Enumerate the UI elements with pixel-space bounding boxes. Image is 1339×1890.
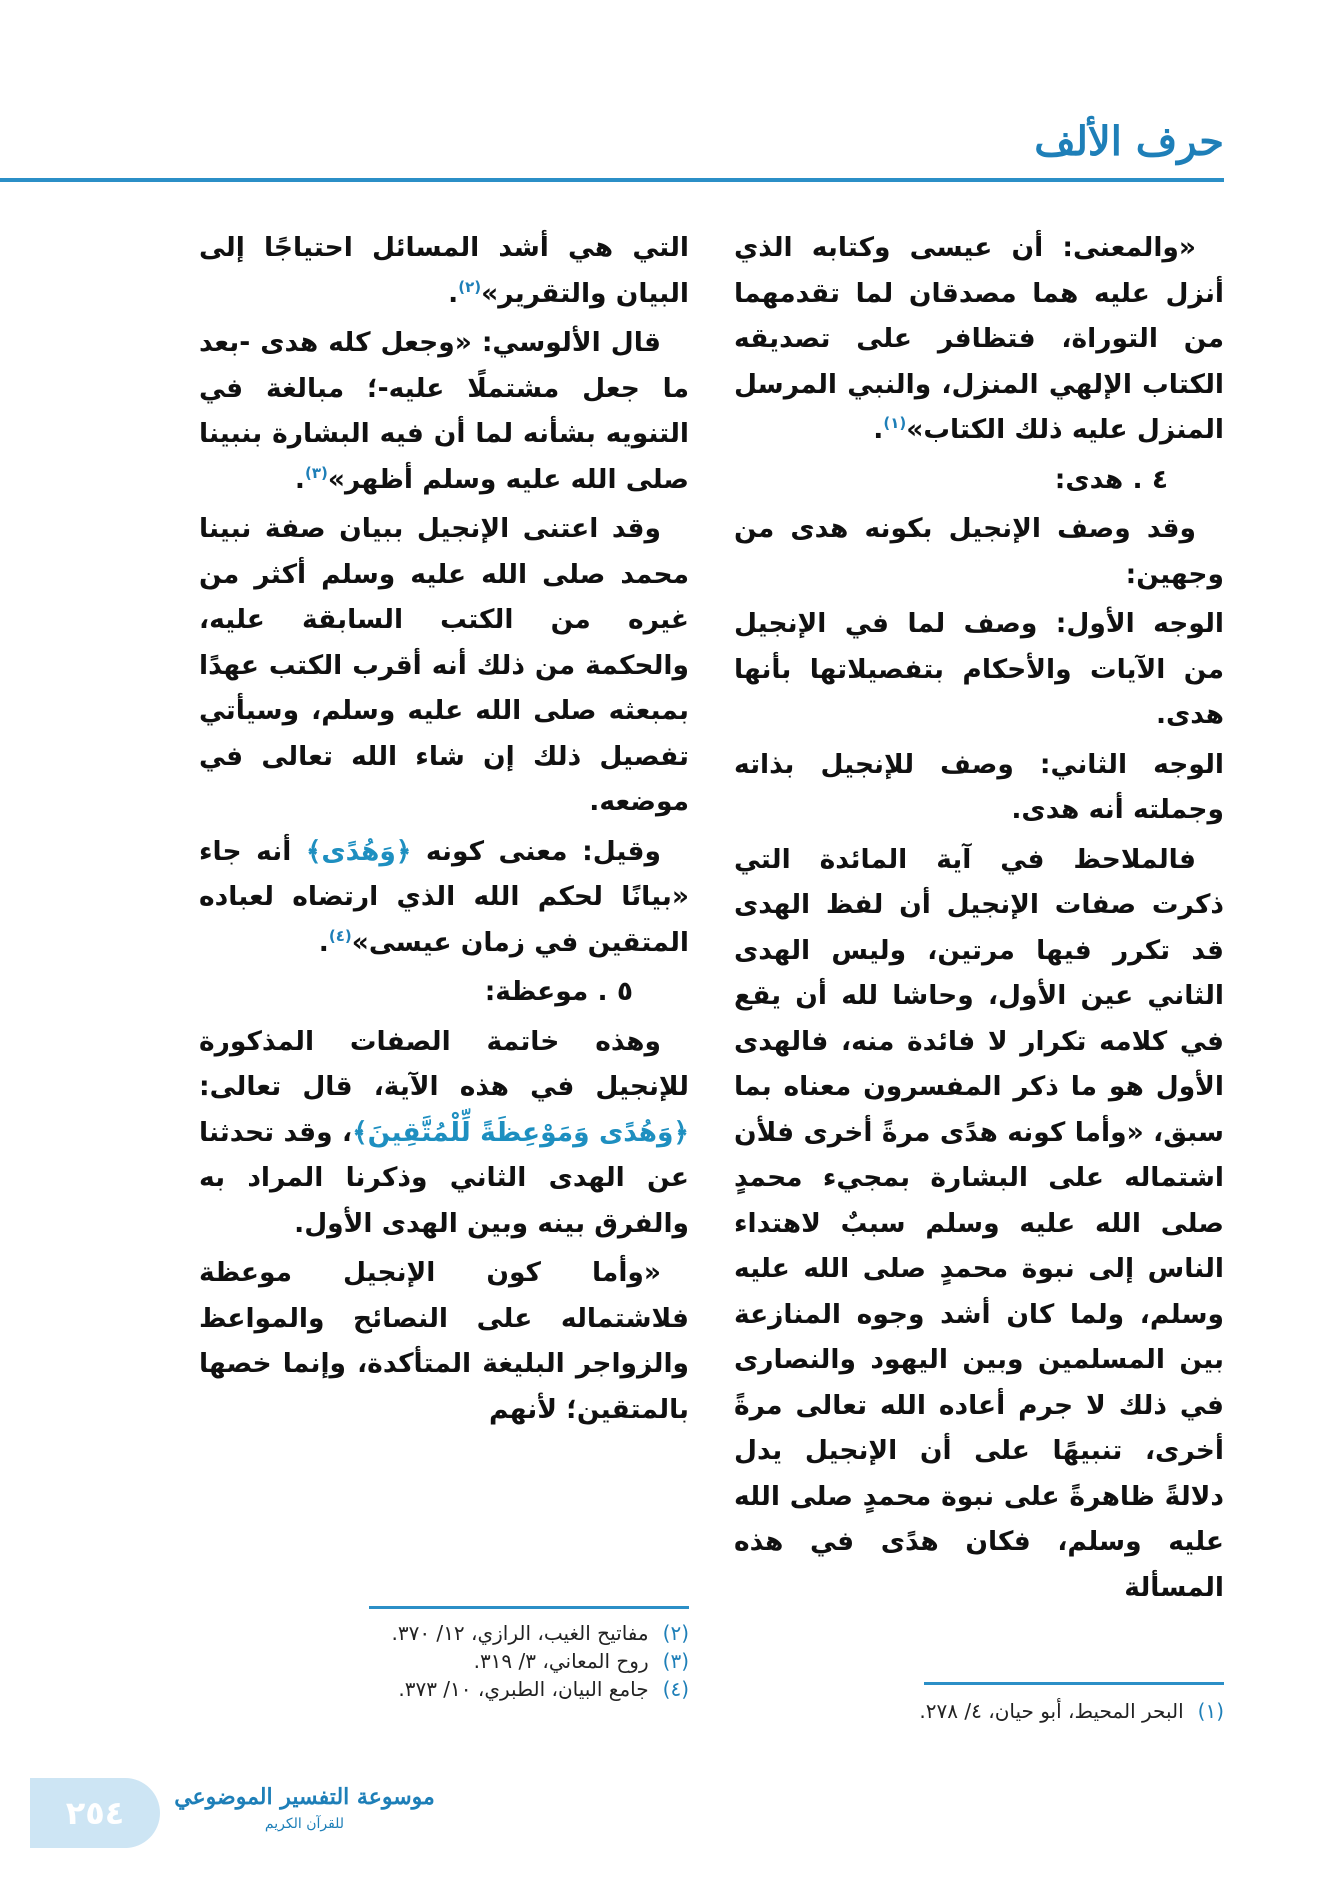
paragraph — [734, 742, 1224, 833]
footnote-divider-left — [369, 1606, 689, 1609]
left-text-column — [199, 225, 689, 1436]
paragraph — [734, 457, 1224, 503]
page-number-badge: ٢٥٤ — [30, 1778, 160, 1848]
paragraph-text: ، وقد تحدثنا عن الهدى الثاني وذكرنا المراد به والفرق بينه وبين الهدى الأول. — [199, 1116, 689, 1239]
paragraph-end-punctuation: . — [873, 414, 884, 445]
paragraph-lead-text: وقيل: معنى كونه — [411, 835, 662, 867]
footnote-number: (٤) — [662, 1677, 689, 1701]
footnote-reference[interactable]: (٣) — [304, 463, 328, 482]
footnote-number: (١) — [1197, 1699, 1224, 1723]
paragraph — [734, 837, 1224, 1611]
paragraph — [199, 829, 689, 966]
footnote-text: مفاتيح الغيب، الرازي، ١٢/ ٣٧٠. — [391, 1621, 649, 1645]
footnote-divider-right — [924, 1682, 1224, 1685]
paragraph — [199, 225, 689, 316]
paragraph-end-punctuation: . — [448, 277, 459, 309]
paragraph-text: «والمعنى: أن عيسى وكتابه الذي أنزل عليه هما مصدقان لما تقدمهما من التوراة، فتظافر على تصديقه الكتاب الإلهي المنزل، والنبي المرسل المنزل عليه ذلك الكتاب» — [734, 232, 1224, 445]
footnote-number: (٢) — [662, 1621, 689, 1645]
footnote-left-3 — [398, 1676, 689, 1702]
footnote-reference[interactable]: (٤) — [328, 926, 352, 945]
footnote-text: البحر المحيط، أبو حيان، ٤/ ٢٧٨. — [919, 1699, 1184, 1723]
paragraph-lead-text: وهذه خاتمة الصفات المذكورة للإنجيل في هذه الآية، قال تعالى: — [199, 1025, 689, 1102]
footnote-text: جامع البيان، الطبري، ١٠/ ٣٧٣. — [398, 1677, 649, 1701]
paragraph-text: الوجه الأول: وصف لما في الإنجيل من الآيات والأحكام بتفصيلاتها بأنها هدى. — [734, 608, 1224, 730]
paragraph — [199, 969, 689, 1015]
footnote-number: (٣) — [662, 1649, 689, 1673]
footnote-reference[interactable]: (١) — [883, 414, 907, 433]
paragraph-text: «وأما كون الإنجيل موعظة فلاشتماله على النصائح والمواعظ والزواجر البليغة المتأكدة، وإنما خصها بالمتقين؛ لأنهم — [199, 1257, 689, 1425]
paragraph-text: ٤ . هدى: — [1054, 463, 1168, 495]
paragraph-text: فالملاحظ في آية المائدة التي ذكرت صفات الإنجيل أن لفظ الهدى قد تكرر فيها مرتين، وليس الهدى الثاني عين الأول، وحاشا لله أن يقع في كلامه تكرار لا فائدة منه، فالهدى الأول هو ما ذكر المفسرون معناه بما سبق، «وأما كونه هدًى مرةً أخرى فلأن اشتماله على البشارة بمجيء محمدٍ صلى الله عليه وسلم سببٌ لاهتداء الناس إلى نبوة محمدٍ صلى الله عليه وسلم، ولما كان أشد وجوه المنازعة بين المسلمين وبين اليهود والنصارى في ذلك لا جرم أعاده الله تعالى مرةً أخرى، تنبيهًا على أن الإنجيل يدل دلالةً ظاهرةً على نبوة محمدٍ صلى الله عليه وسلم، فكان هدًى في هذه المسألة — [734, 843, 1224, 1603]
encyclopedia-logo — [172, 1780, 437, 1850]
footnote-left-1 — [391, 1620, 689, 1646]
paragraph — [199, 1019, 689, 1247]
paragraph — [734, 506, 1224, 597]
paragraph — [734, 225, 1224, 453]
paragraph-text: وقد وصف الإنجيل بكونه هدى من وجهين: — [734, 513, 1224, 590]
paragraph — [734, 601, 1224, 738]
page-header-title: حرف الألف — [1034, 118, 1224, 165]
right-text-column — [734, 225, 1224, 1614]
quran-verse: ﴿وَهُدًى وَمَوْعِظَةً لِّلْمُتَّقِينَ﴾ — [352, 1116, 689, 1148]
footnote-left-2 — [474, 1648, 689, 1674]
paragraph-end-punctuation: . — [318, 926, 329, 958]
footnote-reference[interactable]: (٢) — [458, 277, 482, 296]
paragraph-text: الوجه الثاني: وصف للإنجيل بذاته وجملته أنه هدى. — [734, 748, 1224, 825]
logo-title: موسوعة التفسير الموضوعي — [174, 1784, 435, 1810]
header-divider — [0, 178, 1224, 182]
logo-subtitle: للقرآن الكريم — [264, 1816, 345, 1832]
paragraph-text: التي هي أشد المسائل احتياجًا إلى البيان والتقرير» — [199, 232, 689, 309]
paragraph-text: قال الألوسي: «وجعل كله هدى -بعد ما جعل مشتملًا عليه-؛ مبالغة في التنويه بشأنه لما أن فيه البشارة بنبينا صلى الله عليه وسلم أظهر» — [199, 327, 689, 495]
paragraph-text: وقد اعتنى الإنجيل ببيان صفة نبينا محمد صلى الله عليه وسلم أكثر من غيره من الكتب السابقة عليه، والحكمة من ذلك أنه أقرب الكتب عهدًا بمبعثه صلى الله عليه وسلم، وسيأتي تفصيل ذلك إن شاء الله تعالى في موضعه. — [199, 513, 689, 817]
paragraph-text: أنه جاء «بيانًا لحكم الله الذي ارتضاه لعباده المتقين في زمان عيسى» — [199, 835, 689, 958]
footnote-right — [919, 1698, 1224, 1724]
paragraph — [199, 1250, 689, 1432]
paragraph — [199, 320, 689, 502]
quran-verse: ﴿وَهُدًى﴾ — [305, 835, 412, 867]
paragraph — [199, 506, 689, 825]
footnote-text: روح المعاني، ٣/ ٣١٩. — [473, 1649, 649, 1673]
paragraph-end-punctuation: . — [294, 463, 305, 495]
paragraph-text: ٥ . موعظة: — [484, 976, 633, 1007]
